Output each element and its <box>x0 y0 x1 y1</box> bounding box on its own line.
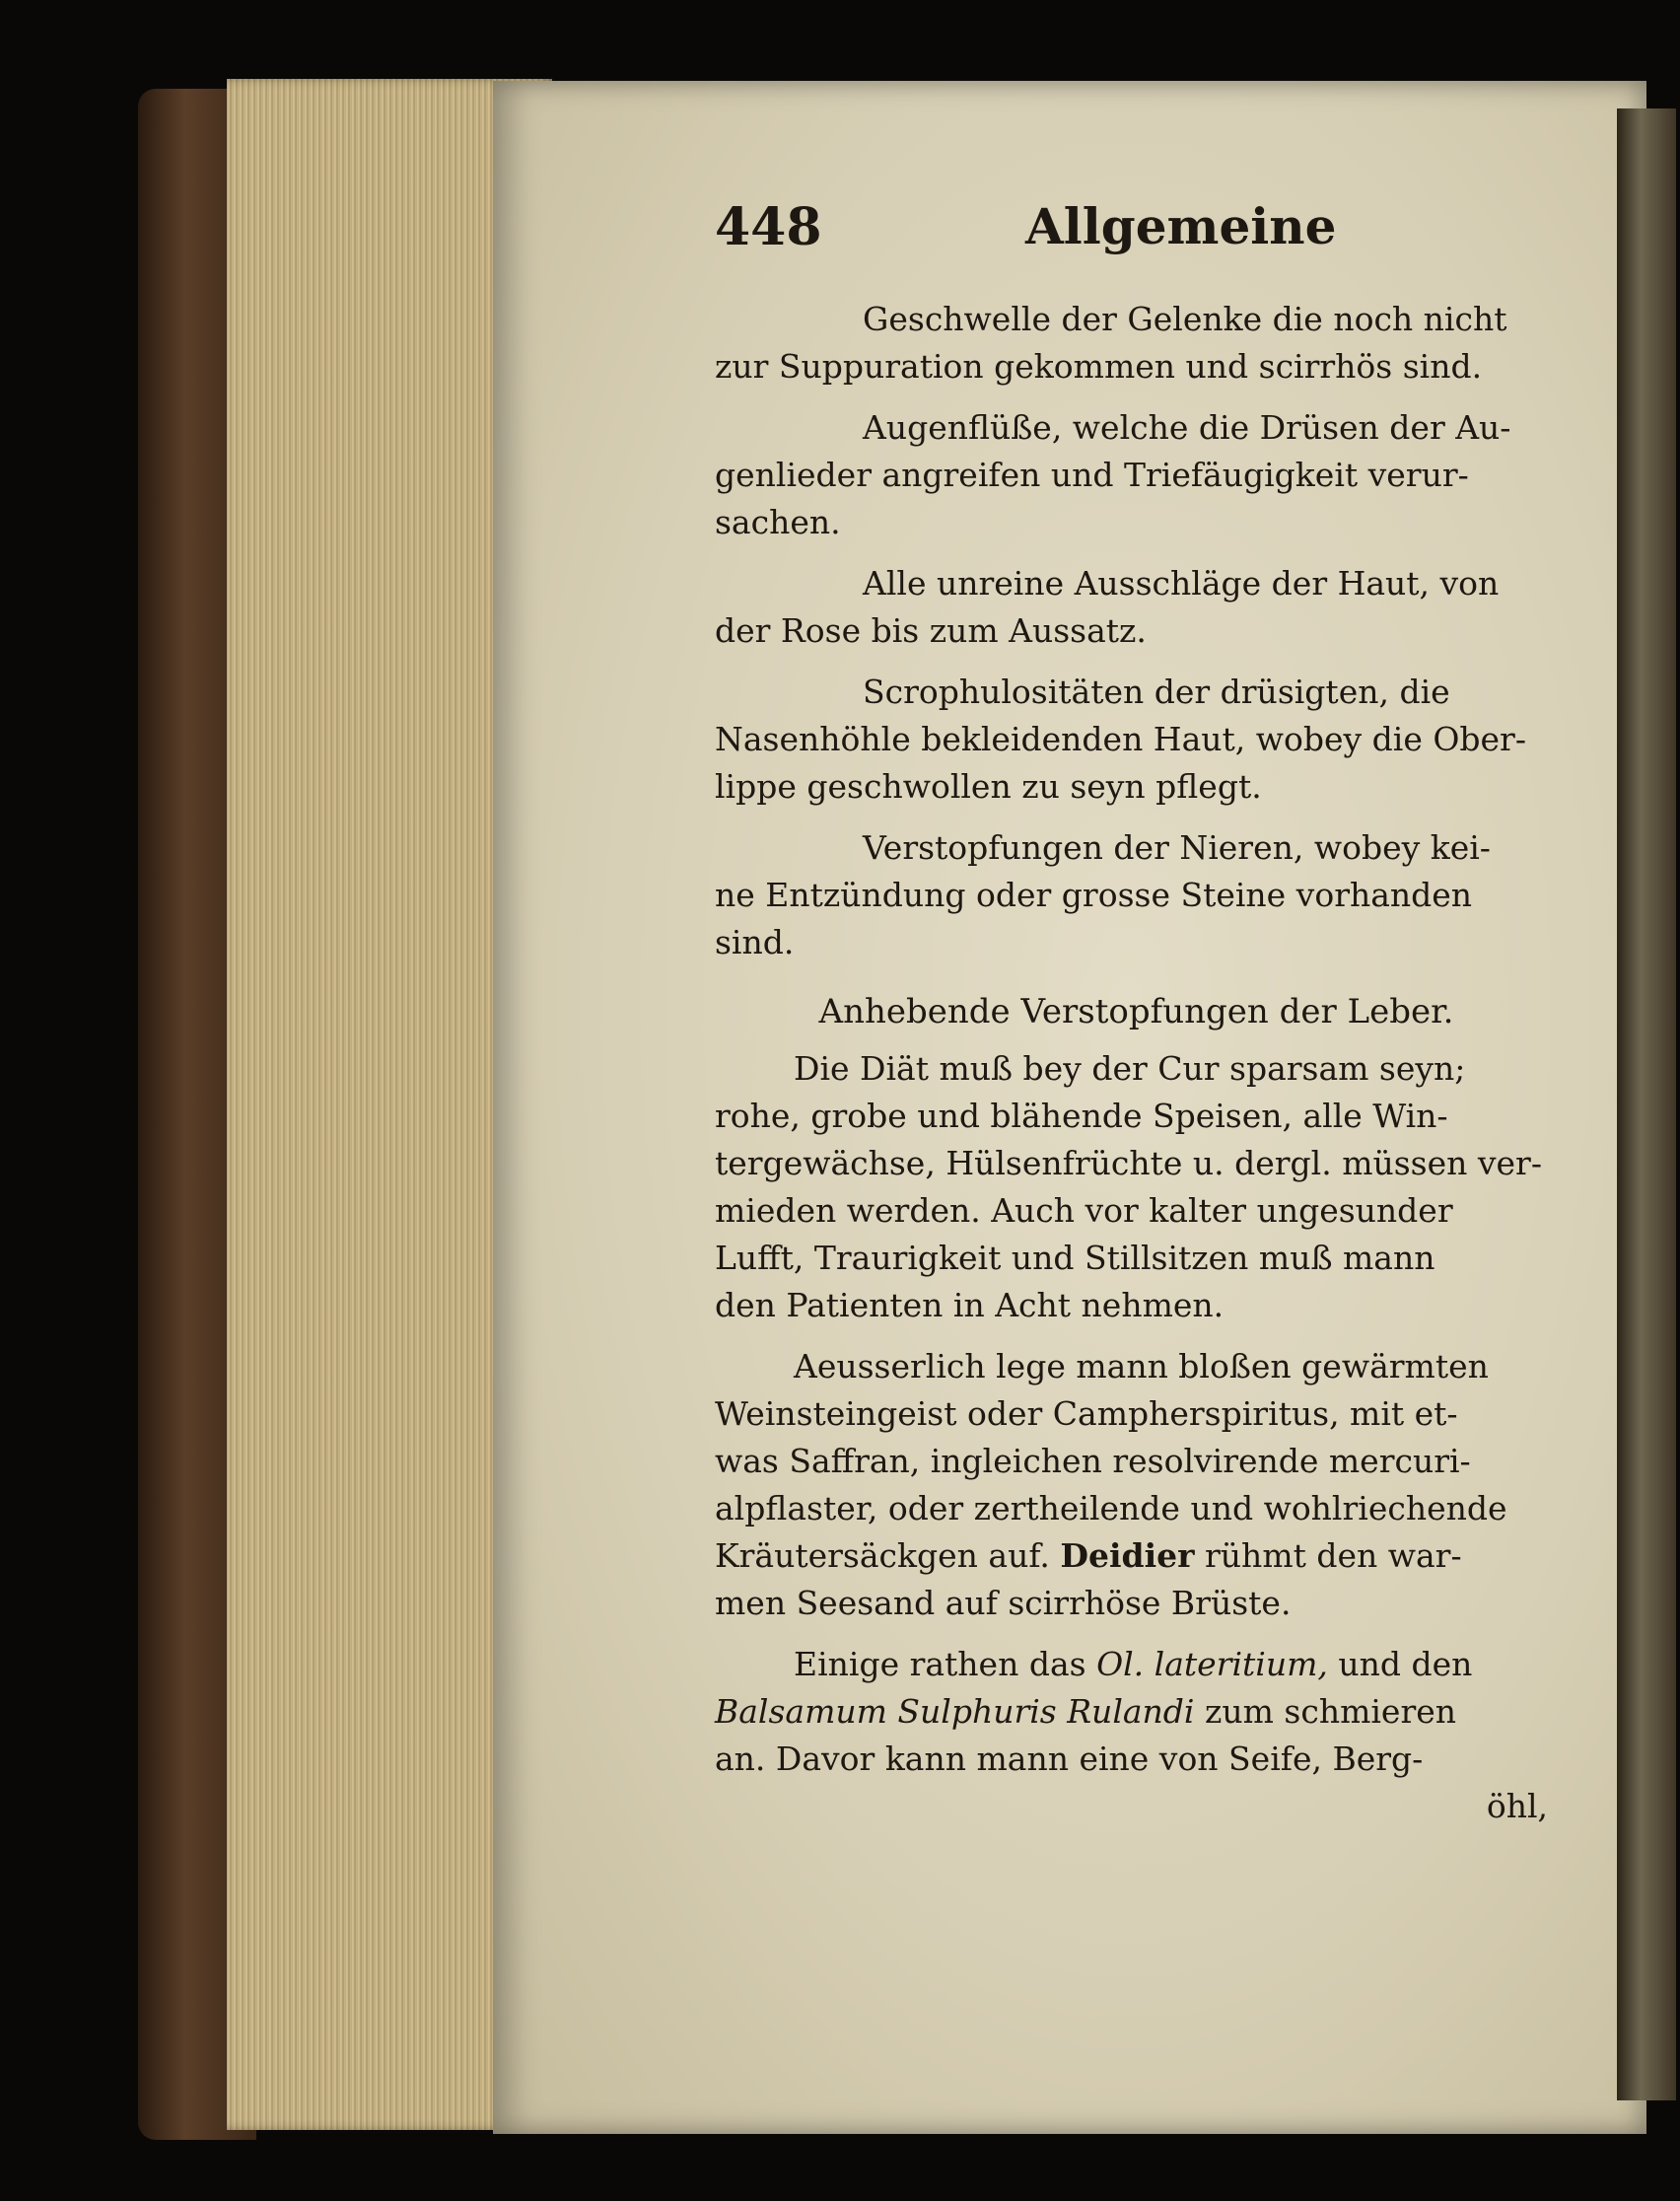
latin-term: Ol. lateritium, <box>1096 1645 1328 1683</box>
text-line: Nasenhöhle bekleidenden Haut, wobey die Ober- <box>715 720 1526 758</box>
text-line: den Patienten in Acht nehmen. <box>715 1286 1225 1324</box>
text-line: men Seesand auf scirrhöse Brüste. <box>715 1584 1292 1622</box>
text-line <box>715 1641 1558 1688</box>
text-line: Augenflüße, welche die Drüsen der Au- <box>863 408 1511 447</box>
text-line: Die Diät muß bey der Cur sparsam seyn; <box>794 1049 1466 1088</box>
text-line: sachen. <box>715 503 841 541</box>
text-fragment: Kräutersäckgen auf. <box>715 1536 1050 1575</box>
page-number: 448 <box>715 197 822 257</box>
running-title: Allgemeine <box>1025 197 1337 255</box>
text-line: Weinsteingeist oder Campherspiritus, mit et- <box>715 1394 1458 1433</box>
text-line: Geschwelle der Gelenke die noch nicht <box>863 300 1507 338</box>
text-line: alpflaster, oder zertheilende und wohlriechende <box>715 1489 1507 1527</box>
paragraph-1 <box>715 296 1558 390</box>
text-line: genlieder angreifen und Triefäugigkeit verur- <box>715 456 1469 494</box>
paragraph-8 <box>715 1641 1558 1783</box>
section-heading: Anhebende Verstopfungen der Leber. <box>818 992 1454 1031</box>
paragraph-3 <box>715 560 1558 655</box>
text-line: zur Suppuration gekommen und scirrhös sind. <box>715 347 1483 386</box>
text-line <box>715 1688 1558 1736</box>
text-fragment: und den <box>1338 1645 1473 1683</box>
text-fragment: zum schmieren <box>1204 1692 1457 1731</box>
paragraph-4 <box>715 669 1558 811</box>
author-name: Deidier <box>1060 1536 1195 1575</box>
paragraph-5 <box>715 824 1558 966</box>
text-fragment: rühmt den war- <box>1205 1536 1462 1575</box>
text-line: an. Davor kann mann eine von Seife, Berg- <box>715 1740 1424 1778</box>
text-line: der Rose bis zum Aussatz. <box>715 611 1147 650</box>
text-line: Alle unreine Ausschläge der Haut, von <box>863 564 1500 603</box>
text-line: Verstopfungen der Nieren, wobey kei- <box>863 828 1491 867</box>
text-line: ne Entzündung oder grosse Steine vorhanden <box>715 876 1473 914</box>
page-header <box>715 197 1558 266</box>
page-body <box>715 296 1558 1830</box>
paragraph-7 <box>715 1343 1558 1627</box>
text-fragment: Einige rathen das <box>794 1645 1086 1683</box>
text-line: mieden werden. Auch vor kalter ungesunder <box>715 1191 1453 1230</box>
text-line: tergewächse, Hülsenfrüchte u. dergl. müssen ver- <box>715 1144 1542 1182</box>
text-line: Aeusserlich lege mann bloßen gewärmten <box>794 1347 1489 1385</box>
text-line: was Saffran, ingleichen resolvirende mercuri- <box>715 1442 1471 1480</box>
text-line: sind. <box>715 923 795 961</box>
text-line <box>715 1532 1558 1580</box>
text-line: Lufft, Traurigkeit und Stillsitzen muß mann <box>715 1239 1435 1277</box>
latin-term: Balsamum Sulphuris Rulandi <box>715 1692 1195 1731</box>
catchword: öhl, <box>1486 1787 1548 1825</box>
paragraph-6 <box>715 1045 1558 1329</box>
facing-page-edge <box>1617 108 1676 2100</box>
text-line: lippe geschwollen zu seyn pflegt. <box>715 767 1262 806</box>
text-line: Scrophulositäten der drüsigten, die <box>863 673 1450 711</box>
text-line: rohe, grobe und blähende Speisen, alle Win- <box>715 1097 1448 1135</box>
paragraph-2 <box>715 404 1558 546</box>
